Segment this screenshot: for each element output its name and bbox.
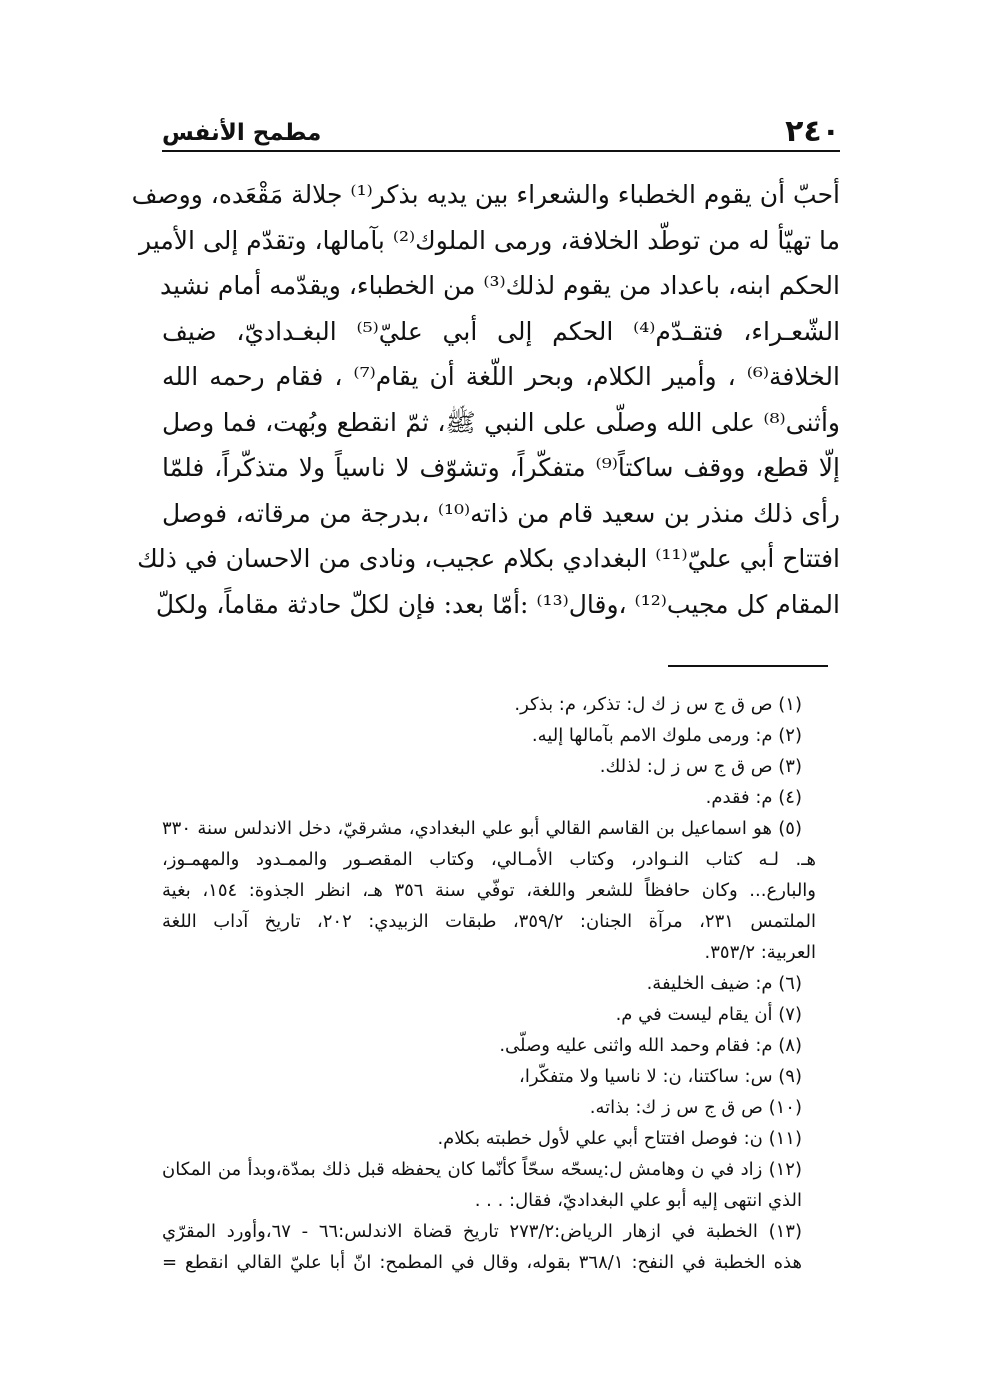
main-text-line: إلّا قطع، ووقف ساكتاً⁽⁹⁾ متفكّراً، وتشوّف لا ناسياً ولا متذكّراً، فلمّا xyxy=(162,453,841,482)
footnote-line: هـ. لـه كتاب النـوادر، وكتاب الأمـالي، وكتاب المقصـور والممـدود والمهمـوز، xyxy=(162,849,816,870)
main-text-line: افتتاح أبي عليّ⁽¹¹⁾ البغدادي بكلام عجيب، ونادى من الاحسان في ذلك xyxy=(137,544,840,573)
main-text-line: الخلافة⁽⁶⁾ ، وأمير الكلام، وبحر اللّغة أن يقام⁽⁷⁾ ، فقام رحمه الله xyxy=(162,362,840,391)
main-text xyxy=(131,172,841,627)
footnote-line: الملتمس ٢٣١، مرآة الجنان: ٣٥٩/٢، طبقات الزبيدي: ٢٠٢، تاريخ آداب اللغة xyxy=(162,911,817,932)
header-rule xyxy=(162,150,840,152)
footnote-line: (١١) ن: فوصل افتتاح أبي علي لأول خطبته بكلام. xyxy=(437,1128,802,1149)
footnote-line: العربية: ٣٥٣/٢. xyxy=(704,942,816,963)
main-text-line: رأى ذلك منذر بن سعيد قام من ذاته⁽¹⁰⁾ ،بدرجة من مرقاته، فوصل xyxy=(162,498,841,528)
footnote-line: (٨) م: فقام وحمد الله واثنى عليه وصلّى. xyxy=(499,1035,802,1056)
footnote-line: (٢) م: ورمى ملوك الامم بآمالها إليه. xyxy=(531,725,802,746)
main-text-line: ما تهيّأ له من توطّد الخلافة، ورمى الملوك⁽²⁾ بآمالها، وتقدّم إلى الأمير xyxy=(139,225,840,255)
footnote-line: الذي انتهى إليه أبو علي البغداديّ، فقال: . . . xyxy=(474,1190,802,1211)
footnote-line: (١) ص ق ج س ز ك ل: تذكر، م: بذكر. xyxy=(514,694,802,715)
running-title: مطمح الأنفس xyxy=(162,120,322,146)
footnote-line: هذه الخطبة في النفح: ٣٦٨/١ بقوله، وقال في المطمح: انّ أبا عليّ القالي انقطع = xyxy=(162,1252,802,1273)
footnote-line: (٧) أن يقام ليست في م. xyxy=(615,1004,802,1025)
main-text-line: الحكم ابنه، باعداد من يقوم لذلك⁽³⁾ من الخطباء، ويقدّمه أمام نشيد xyxy=(160,271,840,300)
main-text-line: أحبّ أن يقوم الخطباء والشعراء بين يديه بذكر⁽¹⁾ جلالة مَقْعَده، ووصف xyxy=(131,180,840,209)
footnote-separator xyxy=(668,665,828,667)
footnote-line: (١٣) الخطبة في ازهار الرياض:٢٧٣/٢ تاريخ قضاة الاندلس:٦٦ - ٦٧،وأورد المقرّي xyxy=(162,1221,802,1242)
footnote-line: (٥) هو اسماعيل بن القاسم القالي أبو علي البغدادي، مشرقيّ، دخل الاندلس سنة ٣٣٠ xyxy=(162,818,802,839)
footnote-line: (٩) س: ساكتنا، ن: لا ناسيا ولا متفكّرا، xyxy=(519,1066,802,1087)
footnote-line: (١٢) زاد في ن وهامش ل:يسحّه سحّاً كأنّما كان يحفظه قبل ذلك بمدّة،وبدأ من المكان xyxy=(162,1159,802,1180)
footnote-line: (١٠) ص ق ج س ز ك: بذاته. xyxy=(589,1097,802,1118)
page-header xyxy=(162,112,840,152)
main-text-line: الشّعـراء، فتقـدّم⁽⁴⁾ الحكم إلى أبي عليّ⁽⁵⁾ البغـداديّ، ضيف xyxy=(162,316,841,346)
footnote-line: والبارع... وكان حافظاً للشعر واللغة، توفّي سنة ٣٥٦ هـ، انظر الجذوة: ١٥٤، بغية xyxy=(162,880,816,901)
footnote-line: (٣) ص ق ج س ز ل: لذلك. xyxy=(599,756,802,777)
footnote-line: (٤) م: فقدم. xyxy=(705,787,802,808)
page-number: ٢٤٠ xyxy=(785,114,840,149)
main-text-line: وأثنى⁽⁸⁾ على الله وصلّى على النبي ﷺ، ثمّ انقطع وبُهت، فما وصل xyxy=(162,407,840,437)
main-text-line: المقام كل مجيب⁽¹²⁾ ،وقال⁽¹³⁾ :أمّا بعد: فإن لكلّ حادثة مقاماً، ولكلّ xyxy=(155,589,840,619)
footnote-line: (٦) م: ضيف الخليفة. xyxy=(646,973,802,994)
footnotes xyxy=(162,689,840,1278)
